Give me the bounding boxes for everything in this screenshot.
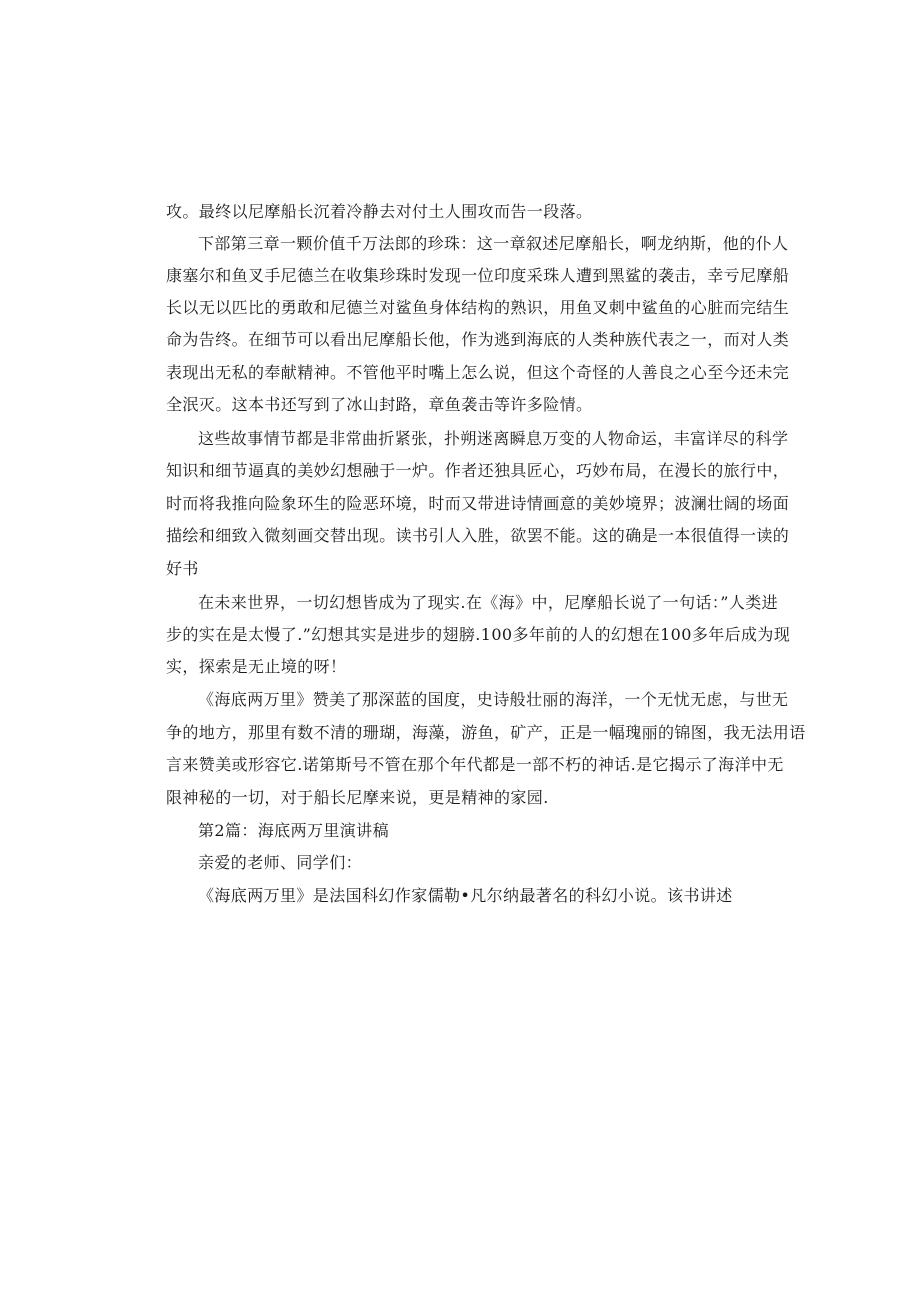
text-line: 下部第三章一颗价值千万法郎的珍珠：这一章叙述尼摩船长，啊龙纳斯，他的仆人 [198,234,789,253]
text-line: 描绘和细致入微刻画交替出现。读书引人入胜，欲罢不能。这的确是一本很值得一读的 [166,526,790,545]
text-line: 在未来世界，一切幻想皆成为了现实.在《海》中，尼摩船长说了一句话：”人类进 [198,593,779,612]
text-line: 攻。最终以尼摩船长沉着冷静去对付土人围攻而告一段落。 [166,202,593,221]
text-line: 这些故事情节都是非常曲折紧张，扑朔迷离瞬息万变的人物命运，丰富详尽的科学 [198,429,789,448]
text-line: 步的实在是太慢了.”幻想其实是进步的翅膀.100多年前的人的幻想在100多年后成为现 [166,625,791,644]
salutation: 亲爱的老师、同学们： [198,853,363,872]
section-heading: 第2篇：海底两万里演讲稿 [198,821,389,840]
text-line: 命为告终。在细节可以看出尼摩船长他，作为逃到海底的人类种族代表之一，而对人类 [166,330,790,349]
text-line: 争的地方，那里有数不清的珊瑚，海藻，游鱼，矿产，正是一幅瑰丽的锦图，我无法用语 [166,723,806,742]
text-line: 好书 [166,559,199,578]
text-line: 《海底两万里》是法国科幻作家儒勒•凡尔纳最著名的科幻小说。该书讲述 [198,886,733,905]
text-line: 知识和细节逼真的美妙幻想融于一炉。作者还独具匠心，巧妙布局，在漫长的旅行中， [166,461,790,480]
text-line: 表现出无私的奉献精神。不管他平时嘴上怎么说，但这个奇怪的人善良之心至今还未完 [166,363,790,382]
text-line: 限神秘的一切，对于船长尼摩来说，更是精神的家园. [166,788,549,807]
text-line: 《海底两万里》赞美了那深蓝的国度，史诗般壮丽的海洋，一个无忧无虑，与世无 [198,690,789,709]
text-line: 全泯灭。这本书还写到了冰山封路，章鱼袭击等许多险情。 [166,395,593,414]
text-line: 言来赞美或形容它.诺第斯号不管在那个年代都是一部不朽的神话.是它揭示了海洋中无 [166,755,784,774]
text-line: 时而将我推向险象环生的险恶环境，时而又带进诗情画意的美妙境界；波澜壮阔的场面 [166,494,790,513]
text-line: 康塞尔和鱼叉手尼德兰在收集珍珠时发现一位印度采珠人遭到黑鲨的袭击，幸亏尼摩船 [166,266,790,285]
text-line: 长以无以匹比的勇敢和尼德兰对鲨鱼身体结构的熟识，用鱼叉刺中鲨鱼的心脏而完结生 [166,298,790,317]
text-line: 实，探索是无止境的呀！ [166,657,347,676]
